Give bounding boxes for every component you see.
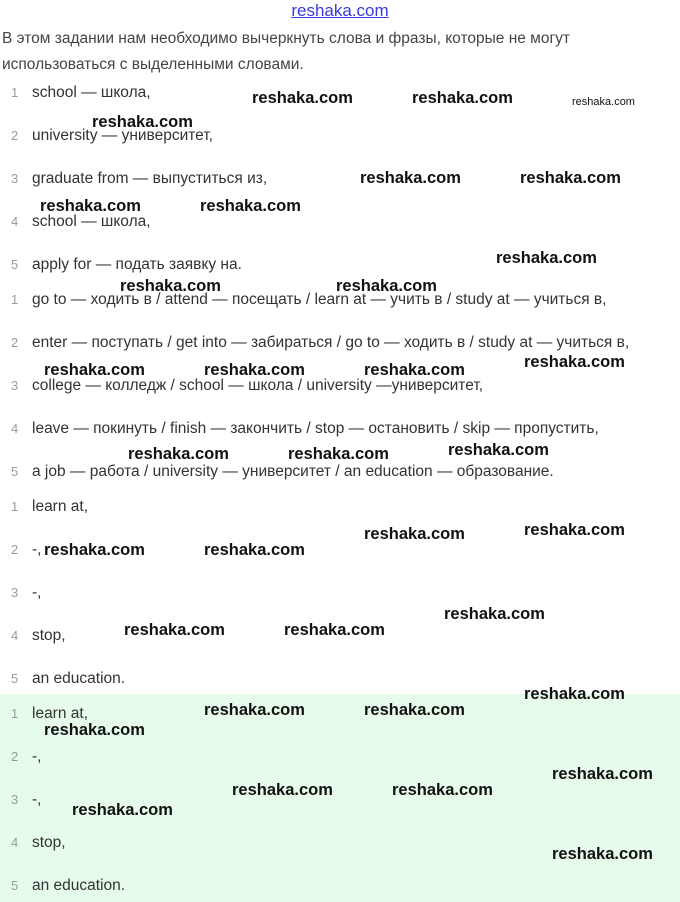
item-number: 3 (11, 585, 19, 600)
item-text: enter — поступать / get into — забираться / go to — ходить в / study at — учиться в, (32, 334, 630, 351)
watermark-text: reshaka.com (524, 353, 625, 371)
task-intro: В этом задании нам необходимо вычеркнуть слова и фразы, которые не могут использоваться с выделенными словами. (2, 30, 570, 73)
item-text: leave — покинуть / finish — закончить / stop — остановить / skip — пропустить, (32, 420, 599, 437)
item-text: college — колледж / school — школа / university —университет, (32, 377, 484, 394)
watermark-text: reshaka.com (124, 621, 225, 639)
watermark-text: reshaka.com (364, 701, 465, 719)
item-number: 2 (11, 335, 19, 350)
item-number: 1 (11, 706, 19, 721)
item-text: stop, (32, 627, 66, 644)
watermark-text: reshaka.com (44, 721, 145, 739)
site-link[interactable]: reshaka.com (291, 1, 389, 20)
item-text: stop, (32, 834, 66, 851)
item-number: 2 (11, 749, 19, 764)
watermark-text: reshaka.com (128, 445, 229, 463)
item-number: 3 (11, 792, 19, 807)
item-text: learn at, (32, 498, 89, 515)
item-number: 3 (11, 171, 19, 186)
watermark-text: reshaka.com (120, 277, 221, 295)
item-text: go to — ходить в / attend — посещать / learn at — учить в / study at — учиться в, (32, 291, 607, 308)
watermark-text: reshaka.com (364, 361, 465, 379)
item-number: 3 (11, 378, 19, 393)
item-text: school — школа, (32, 213, 151, 230)
watermark-text: reshaka.com (200, 197, 301, 215)
item-text: -, (32, 541, 42, 558)
list-item (0, 871, 680, 901)
item-number: 4 (11, 835, 19, 850)
item-number: 2 (11, 128, 19, 143)
watermark-text: reshaka.com (204, 361, 305, 379)
item-text: learn at, (32, 705, 89, 722)
item-number: 5 (11, 257, 19, 272)
watermark-text: reshaka.com (496, 249, 597, 267)
item-number: 2 (11, 542, 19, 557)
watermark-text: reshaka.com (44, 361, 145, 379)
list-item (0, 492, 680, 522)
list-item (0, 578, 680, 608)
item-text: an education. (32, 670, 126, 687)
watermark-text: reshaka.com (524, 685, 625, 703)
item-text: -, (32, 584, 42, 601)
watermark-text: reshaka.com (444, 605, 545, 623)
watermark-text: reshaka.com (232, 781, 333, 799)
watermark-text: reshaka.com (360, 169, 461, 187)
watermark-text: reshaka.com (40, 197, 141, 215)
item-number: 5 (11, 671, 19, 686)
item-text: university — университет, (32, 127, 213, 144)
watermark-text: reshaka.com (520, 169, 621, 187)
watermark-text: reshaka.com (412, 89, 513, 107)
watermark-text: reshaka.com (44, 541, 145, 559)
watermark-text: reshaka.com (284, 621, 385, 639)
watermark-text: reshaka.com (448, 441, 549, 459)
watermark-text: reshaka.com (552, 845, 653, 863)
item-text: graduate from — выпуститься из, (32, 170, 268, 187)
watermark-text: reshaka.com (572, 96, 635, 108)
item-number: 5 (11, 878, 19, 893)
watermark-text: reshaka.com (204, 701, 305, 719)
watermark-text: reshaka.com (552, 765, 653, 783)
watermark-text: reshaka.com (364, 525, 465, 543)
item-text: -, (32, 748, 42, 765)
watermark-text: reshaka.com (92, 113, 193, 131)
item-number: 4 (11, 628, 19, 643)
watermark-text: reshaka.com (336, 277, 437, 295)
watermark-text: reshaka.com (204, 541, 305, 559)
item-number: 4 (11, 214, 19, 229)
watermark-text: reshaka.com (252, 89, 353, 107)
watermark-text: reshaka.com (392, 781, 493, 799)
item-number: 4 (11, 421, 19, 436)
watermark-text: reshaka.com (72, 801, 173, 819)
item-text: apply for — подать заявку на. (32, 256, 242, 273)
item-text: an education. (32, 877, 126, 894)
item-text: a job — работа / university — университет / an education — образование. (32, 463, 554, 480)
item-text: school — школа, (32, 84, 151, 101)
item-number: 1 (11, 292, 19, 307)
watermark-text: reshaka.com (288, 445, 389, 463)
item-number: 1 (11, 85, 19, 100)
watermark-text: reshaka.com (524, 521, 625, 539)
list-item (0, 414, 680, 444)
item-text: -, (32, 791, 42, 808)
item-number: 1 (11, 499, 19, 514)
item-number: 5 (11, 464, 19, 479)
